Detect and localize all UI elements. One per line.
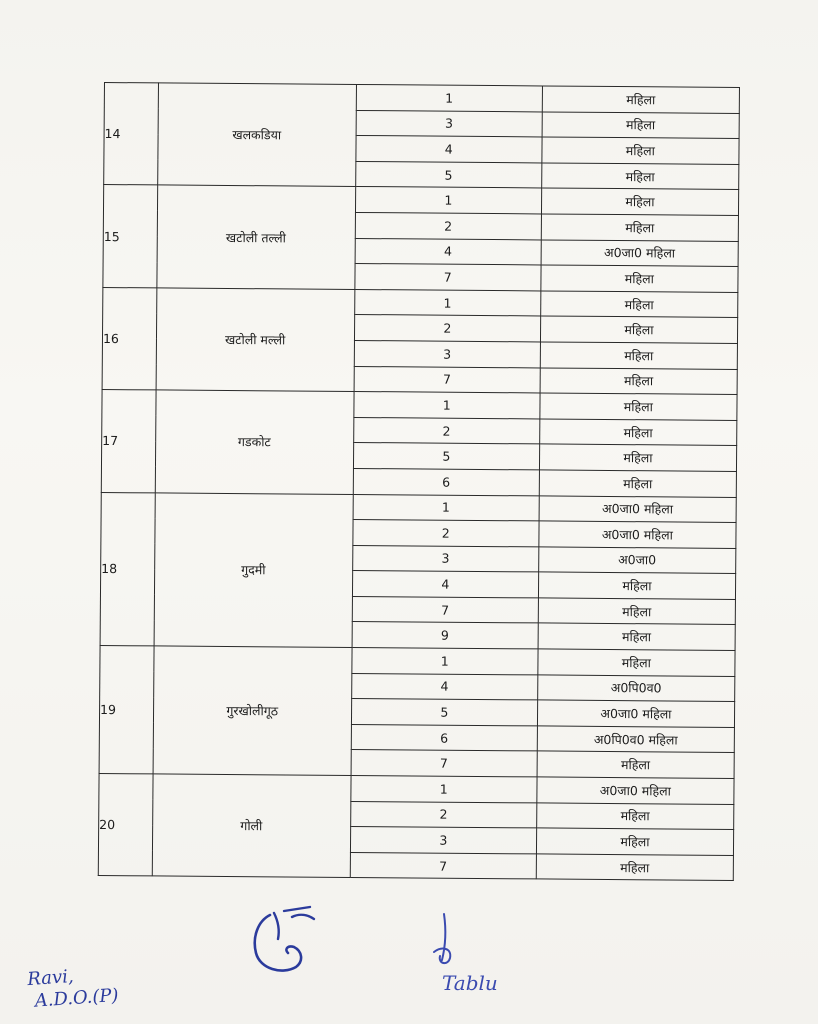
reservation-category-cell: महिला bbox=[540, 291, 737, 318]
reservation-category-cell: अ0जा0 महिला bbox=[537, 777, 734, 804]
village-name-cell: खलकडिया bbox=[157, 83, 356, 187]
reservation-category-cell: महिला bbox=[541, 163, 738, 190]
reservation-category-cell: महिला bbox=[536, 803, 733, 830]
reservation-category-cell: महिला bbox=[540, 342, 737, 369]
signature-left bbox=[244, 903, 328, 979]
reservation-category-cell: महिला bbox=[537, 751, 734, 778]
serial-number-cell: 17 bbox=[101, 390, 155, 493]
reservation-category-cell: अ0जा0 महिला bbox=[539, 495, 736, 522]
reservation-category-cell: महिला bbox=[536, 828, 733, 855]
ward-number-cell: 1 bbox=[354, 392, 540, 419]
reservation-category-cell: अ0पि0व0 महिला bbox=[537, 726, 734, 753]
ward-number-cell: 4 bbox=[351, 673, 537, 700]
reservation-category-cell: अ0जा0 bbox=[538, 547, 735, 574]
ward-number-cell: 1 bbox=[355, 187, 541, 214]
reservation-category-cell: महिला bbox=[542, 137, 739, 164]
ward-number-cell: 4 bbox=[355, 238, 541, 265]
village-name-cell: खटोली तल्ली bbox=[156, 185, 355, 289]
reservation-category-cell: महिला bbox=[541, 188, 738, 215]
reservation-category-cell: महिला bbox=[536, 854, 733, 881]
ward-number-cell: 1 bbox=[352, 648, 538, 675]
serial-number-cell: 14 bbox=[104, 83, 158, 186]
handwritten-note bbox=[27, 963, 120, 1013]
ward-number-cell: 1 bbox=[353, 494, 539, 521]
ward-number-cell: 3 bbox=[352, 545, 538, 572]
ward-number-cell: 2 bbox=[353, 417, 539, 444]
serial-number-cell: 15 bbox=[103, 185, 157, 288]
ward-number-cell: 1 bbox=[351, 775, 537, 802]
table-row bbox=[99, 774, 734, 805]
serial-number-cell: 19 bbox=[99, 646, 154, 774]
ward-number-cell: 4 bbox=[356, 136, 542, 163]
reservation-category-cell: महिला bbox=[541, 265, 738, 292]
table-row bbox=[102, 390, 737, 421]
reservation-category-cell: महिला bbox=[541, 214, 738, 241]
ward-number-cell: 7 bbox=[354, 366, 540, 393]
ward-number-cell: 3 bbox=[354, 340, 540, 367]
reservation-category-cell: महिला bbox=[540, 316, 737, 343]
note-line-2: A.D.O.(P) bbox=[34, 984, 120, 1012]
ward-number-cell: 3 bbox=[356, 110, 542, 137]
signature-right-text: Tablu bbox=[442, 971, 498, 995]
reservation-category-cell: महिला bbox=[538, 572, 735, 599]
ward-number-cell: 1 bbox=[354, 289, 540, 316]
reservation-category-cell: अ0जा0 महिला bbox=[537, 700, 734, 727]
reservation-category-cell: महिला bbox=[539, 470, 736, 497]
ward-number-cell: 2 bbox=[350, 801, 536, 828]
ward-number-cell: 2 bbox=[354, 315, 540, 342]
village-name-cell: गोली bbox=[152, 774, 351, 878]
ward-number-cell: 1 bbox=[356, 84, 542, 111]
reservation-category-cell: अ0जा0 महिला bbox=[539, 521, 736, 548]
reservation-table bbox=[98, 82, 740, 881]
reservation-category-cell: अ0जा0 महिला bbox=[541, 240, 738, 267]
table-row bbox=[103, 287, 738, 318]
table-row bbox=[103, 185, 738, 216]
ward-number-cell: 3 bbox=[350, 827, 536, 854]
ward-number-cell: 5 bbox=[351, 699, 537, 726]
ward-number-cell: 7 bbox=[355, 264, 541, 291]
village-name-cell: गुदमी bbox=[154, 492, 353, 647]
village-name-cell: गडकोट bbox=[155, 390, 354, 494]
reservation-category-cell: महिला bbox=[539, 444, 736, 471]
ward-number-cell: 2 bbox=[355, 212, 541, 239]
reservation-category-cell: महिला bbox=[538, 598, 735, 625]
ward-number-cell: 7 bbox=[350, 852, 536, 879]
ward-number-cell: 2 bbox=[353, 520, 539, 547]
reservation-category-cell: महिला bbox=[540, 393, 737, 420]
village-name-cell: गुरखोलीगूठ bbox=[153, 646, 352, 776]
table-row bbox=[104, 83, 739, 114]
ward-number-cell: 6 bbox=[351, 724, 537, 751]
reservation-category-cell: अ0पि0व0 bbox=[537, 675, 734, 702]
table-row bbox=[101, 492, 736, 523]
ward-number-cell: 6 bbox=[353, 468, 539, 495]
signature-right bbox=[428, 908, 538, 1000]
ward-number-cell: 5 bbox=[353, 443, 539, 470]
ward-number-cell: 9 bbox=[352, 622, 538, 649]
table-row bbox=[100, 646, 735, 677]
serial-number-cell: 18 bbox=[100, 492, 155, 646]
reservation-category-cell: महिला bbox=[542, 86, 739, 113]
ward-number-cell: 4 bbox=[352, 571, 538, 598]
village-name-cell: खटोली मल्ली bbox=[156, 288, 355, 392]
ward-number-cell: 5 bbox=[355, 161, 541, 188]
reservation-category-cell: महिला bbox=[542, 112, 739, 139]
serial-number-cell: 16 bbox=[102, 287, 156, 390]
serial-number-cell: 20 bbox=[98, 774, 152, 877]
table-body bbox=[98, 83, 739, 881]
reservation-category-cell: महिला bbox=[540, 367, 737, 394]
reservation-category-cell: महिला bbox=[538, 623, 735, 650]
ward-number-cell: 7 bbox=[351, 750, 537, 777]
reservation-category-cell: महिला bbox=[539, 419, 736, 446]
ward-number-cell: 7 bbox=[352, 596, 538, 623]
reservation-category-cell: महिला bbox=[538, 649, 735, 676]
note-line-1: Ravi, bbox=[26, 965, 75, 991]
